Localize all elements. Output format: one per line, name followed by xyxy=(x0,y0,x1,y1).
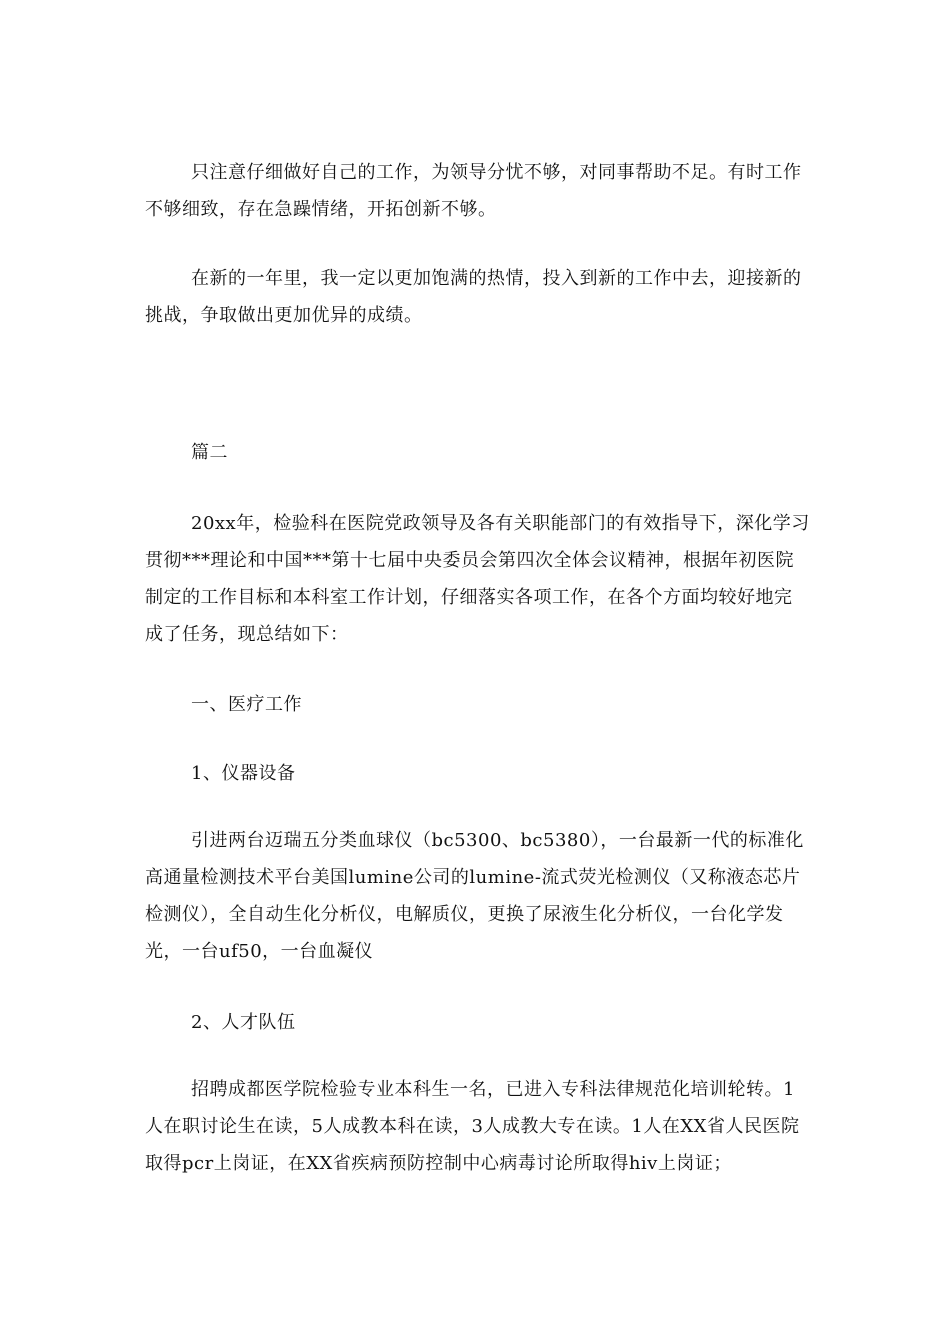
heading-medical-work: 一、医疗工作 xyxy=(191,694,302,715)
paragraph-summary-intro: 20xx年，检验科在医院党政领导及各有关职能部门的有效指导下，深化学习贯彻***理论和中国***第十七届中央委员会第四次全体会议精神，根据年初医院制定的工作目标和本科室工作计划，仔细落实各项工作，在各个方面均较好地完成了任务，现总结如下： xyxy=(145,513,810,645)
paragraph-shortcomings: 只注意仔细做好自己的工作，为领导分忧不够，对同事帮助不足。有时工作不够细致，存在急躁情绪，开拓创新不够。 xyxy=(145,162,802,220)
section-title: 篇二 xyxy=(191,442,228,463)
heading-talent-team: 2、人才队伍 xyxy=(191,1012,296,1033)
paragraph-equipment: 引进两台迈瑞五分类血球仪（bc5300、bc5380），一台最新一代的标准化高通量检测技术平台美国lumine公司的lumine-流式荧光检测仪（又称液态芯片检测仪），全自动生化分析仪，电解质仪，更换了尿液生化分析仪，一台化学发光，一台uf50，一台血凝仪 xyxy=(145,830,804,962)
paragraph-future-plan: 在新的一年里，我一定以更加饱满的热情，投入到新的工作中去，迎接新的挑战，争取做出更加优异的成绩。 xyxy=(145,268,802,326)
heading-equipment: 1、仪器设备 xyxy=(191,763,296,784)
paragraph-talent-team: 招聘成都医学院检验专业本科生一名，已进入专科法律规范化培训轮转。1人在职讨论生在读，5人成教本科在读，3人成教大专在读。1人在XX省人民医院取得pcr上岗证，在XX省疾病预防控制中心病毒讨论所取得hiv上岗证； xyxy=(145,1079,800,1174)
